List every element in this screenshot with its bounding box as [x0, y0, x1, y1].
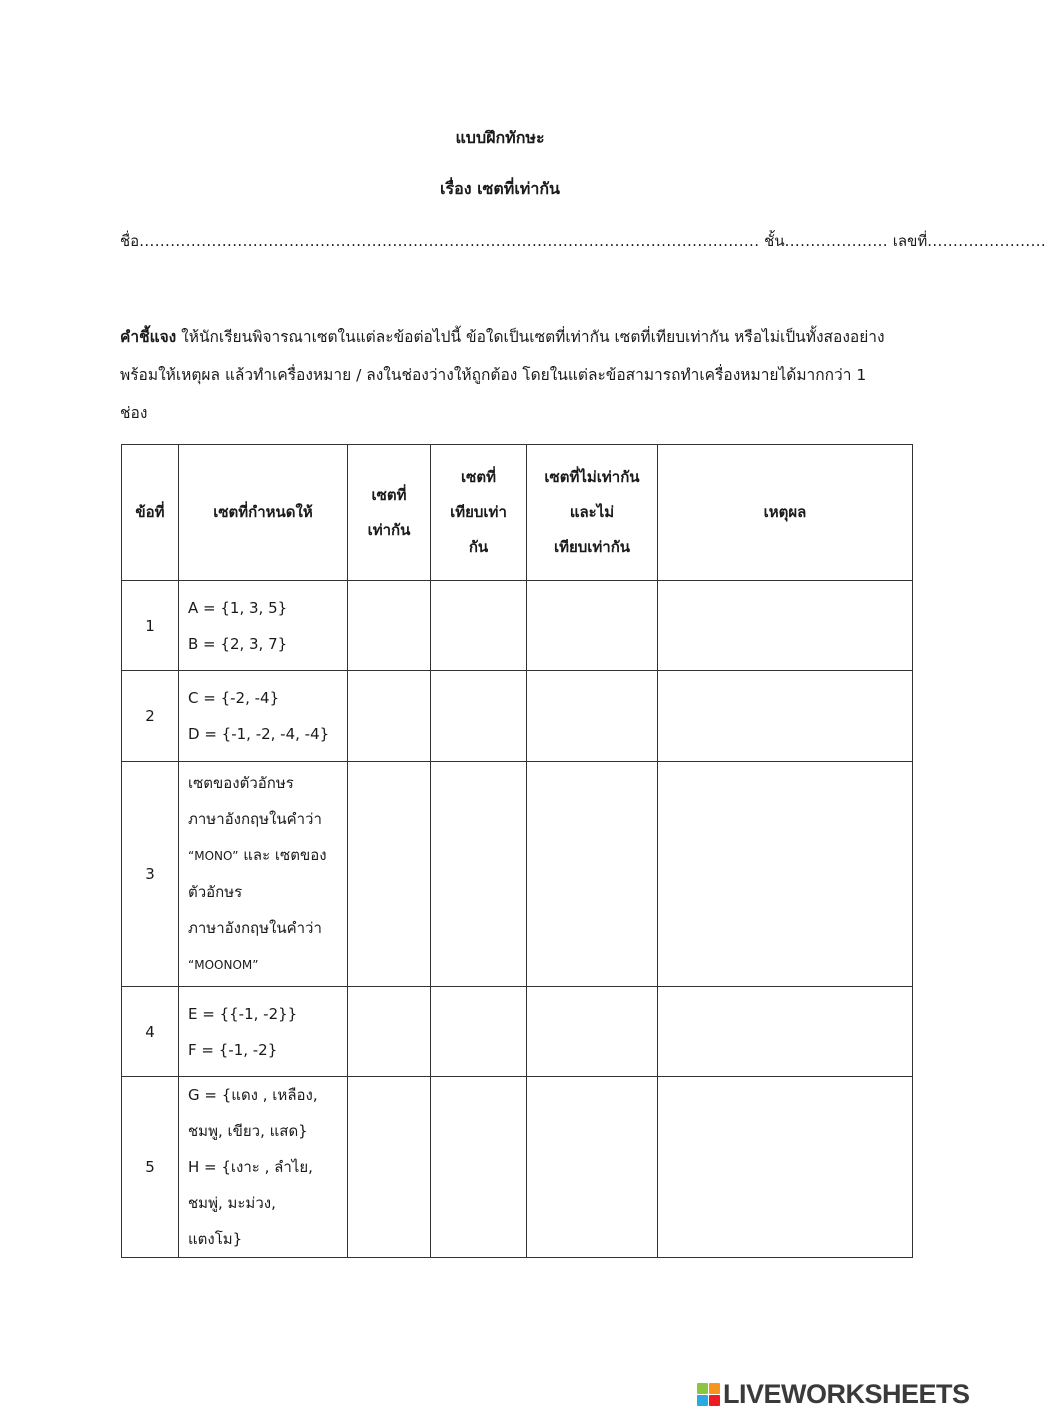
reason-answer-cell[interactable]	[658, 581, 913, 671]
header-reason: เหตุผล	[658, 445, 913, 581]
logo-mark-icon	[697, 1383, 720, 1406]
header-equal-sets: เซตที่ เท่ากัน	[348, 445, 431, 581]
equivalent-answer-cell[interactable]	[431, 1077, 527, 1258]
number-field[interactable]: .......................	[927, 232, 1046, 250]
given-sets-cell: C = {-2, -4} D = {-1, -2, -4, -4}	[179, 671, 348, 762]
equivalent-answer-cell[interactable]	[431, 581, 527, 671]
reason-answer-cell[interactable]	[658, 762, 913, 987]
reason-answer-cell[interactable]	[658, 1077, 913, 1258]
equal-answer-cell[interactable]	[348, 762, 431, 987]
given-sets-cell: A = {1, 3, 5} B = {2, 3, 7}	[179, 581, 348, 671]
student-info-line	[120, 229, 1046, 253]
given-sets-cell: G = {แดง , เหลือง, ชมพู, เขียว, แสด} H = {เงาะ , ลำไย, ชมพู่, มะม่วง, แตงโม}	[179, 1077, 348, 1258]
neither-answer-cell[interactable]	[527, 762, 658, 987]
row-number: 3	[122, 762, 179, 987]
equal-answer-cell[interactable]	[348, 987, 431, 1077]
equivalent-answer-cell[interactable]	[431, 671, 527, 762]
equivalent-answer-cell[interactable]	[431, 987, 527, 1077]
liveworksheets-logo	[697, 1378, 970, 1410]
header-no: ข้อที่	[122, 445, 179, 581]
given-sets-cell: เซตของตัวอักษร ภาษาอังกฤษในคำว่า “MONO” และ เซตของ ตัวอักษร ภาษาอังกฤษในคำว่า “MOONOM”	[179, 762, 348, 987]
instructions-label: คำชี้แจง	[120, 328, 177, 346]
neither-answer-cell[interactable]	[527, 671, 658, 762]
name-field[interactable]: ........................................................................................................................	[139, 232, 760, 250]
answer-table	[121, 444, 913, 1258]
header-given-sets: เซตที่กำหนดให้	[179, 445, 348, 581]
equal-answer-cell[interactable]	[348, 1077, 431, 1258]
logo-square-icon	[697, 1383, 708, 1394]
reason-answer-cell[interactable]	[658, 671, 913, 762]
logo-square-icon	[697, 1395, 708, 1406]
logo-square-icon	[709, 1395, 720, 1406]
table-row	[122, 671, 913, 762]
logo-square-icon	[709, 1383, 720, 1394]
given-sets-cell: E = {{-1, -2}} F = {-1, -2}	[179, 987, 348, 1077]
row-number: 2	[122, 671, 179, 762]
table-row	[122, 762, 913, 987]
equal-answer-cell[interactable]	[348, 581, 431, 671]
table-row	[122, 987, 913, 1077]
table-row	[122, 1077, 913, 1258]
neither-answer-cell[interactable]	[527, 1077, 658, 1258]
worksheet-subtitle: เรื่อง เซตที่เท่ากัน	[440, 179, 560, 198]
header-equivalent-sets: เซตที่ เทียบเท่า กัน	[431, 445, 527, 581]
class-field[interactable]: ....................	[784, 232, 888, 250]
header-neither: เซตที่ไม่เท่ากัน และไม่ เทียบเท่ากัน	[527, 445, 658, 581]
table-row	[122, 581, 913, 671]
row-number: 1	[122, 581, 179, 671]
table-header-row	[122, 445, 913, 581]
name-label: ชื่อ	[120, 232, 140, 250]
worksheet-title: แบบฝึกทักษะ	[455, 128, 545, 147]
neither-answer-cell[interactable]	[527, 987, 658, 1077]
neither-answer-cell[interactable]	[527, 581, 658, 671]
row-number: 4	[122, 987, 179, 1077]
equivalent-answer-cell[interactable]	[431, 762, 527, 987]
class-label: ชั้น	[764, 232, 785, 250]
logo-text: LIVEWORKSHEETS	[723, 1378, 970, 1409]
reason-answer-cell[interactable]	[658, 987, 913, 1077]
row-number: 5	[122, 1077, 179, 1258]
instructions	[120, 318, 895, 432]
number-label: เลขที่	[892, 232, 928, 250]
equal-answer-cell[interactable]	[348, 671, 431, 762]
instructions-text: ให้นักเรียนพิจารณาเซตในแต่ละข้อต่อไปนี้ ข้อใดเป็นเซตที่เท่ากัน เซตที่เทียบเท่ากัน หรือไม่เป็นทั้งสองอย่าง พร้อมให้เหตุผล แล้วทำเครื่องหมาย / ลงในช่องว่างให้ถูกต้อง โดยในแต่ละข้อสามารถทำเครื่องหมายได้มากกว่า 1 ช่อง	[120, 328, 885, 422]
